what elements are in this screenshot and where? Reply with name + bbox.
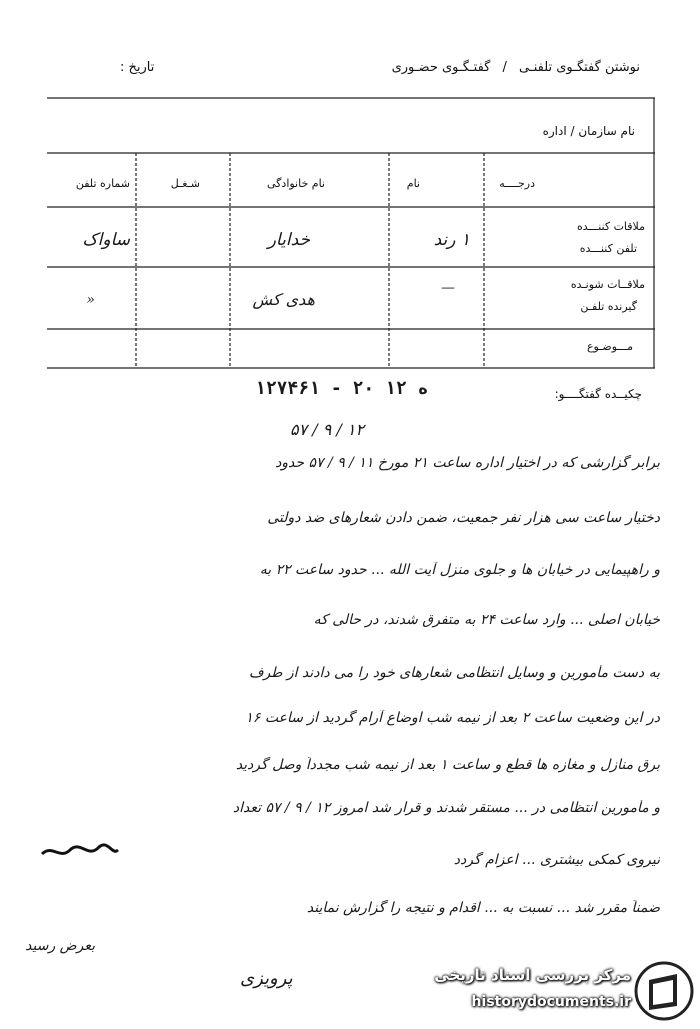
body-line: در این وضعیت ساعت ۲ بعد از نیمه شب اوضاع آرام گردید از ساعت ۱۶ <box>245 710 660 726</box>
summary-number: ۱۲۷۴۶۱ - ۲۰ ه ۱۲ <box>255 378 429 399</box>
watermark-title: مرکز بررسی اسناد تاریخی <box>434 966 631 984</box>
signature: پرویزی <box>240 968 293 989</box>
strike-scribble <box>40 842 120 862</box>
summary-date: ۱۲ / ۹ / ۵۷ <box>290 420 365 439</box>
title-inperson: گفتـگـوی حضـوری <box>391 60 491 75</box>
archive-watermark <box>415 960 697 1022</box>
visitor-name: خدایار <box>267 230 310 250</box>
body-line: ضمناً مقرر شد ... نسبت به ... اقدام و نتیجه را گزارش نمایند <box>306 900 660 916</box>
body-line: دختیار ساعت سی هزار نفر جمعیت، ضمن دادن شعارهای ضد دولتی <box>267 510 660 526</box>
body-line: و مأمورین انتظامی در ... مستقر شدند و قرار شد امروز ۱۲ / ۹ / ۵۷ تعداد <box>232 800 660 816</box>
visitor-job: ساواک <box>82 230 130 250</box>
visited-rank: — <box>441 280 455 296</box>
body-line: بعرض رسید <box>25 938 95 954</box>
title-phone: نوشتن گفتگـوی تلفنـی <box>519 60 640 75</box>
meeting-form <box>47 97 655 369</box>
body-line: برابر گزارشی که در اختیار اداره ساعت ۲۱ مورخ ۱۱ / ۹ / ۵۷ حدود <box>275 455 660 471</box>
visited-label-2: گیرنده تلفـن <box>580 300 637 313</box>
subject-label: مـــوضـوع <box>586 340 633 353</box>
archive-logo-icon <box>633 960 695 1022</box>
col-rank: درجــــه <box>499 177 535 190</box>
col-job: شـغـل <box>170 177 200 190</box>
visitor-rank: ۱ رند <box>433 230 470 250</box>
col-name: نام <box>406 177 420 190</box>
form-header-title <box>392 60 640 75</box>
body-line: خیابان اصلی ... وارد ساعت ۲۴ به متفرق شدند، در حالی که <box>313 612 660 628</box>
visited-job: « <box>86 292 95 308</box>
watermark-url: historydocuments.ir <box>471 994 631 1010</box>
body-line: برق منازل و مغازه ها قطع و ساعت ۱ بعد از نیمه شب مجدداً وصل گردید <box>235 757 660 773</box>
col-phone: شماره تلفن <box>75 177 130 190</box>
visited-label-1: ملاقــات شونـده <box>570 278 645 291</box>
summary-label: چکیــده گفتگــــو: <box>554 387 642 401</box>
title-separator: / <box>502 60 507 75</box>
org-label: نام سازمان / اداره <box>542 124 635 138</box>
body-line: نیروی کمکی بیشتری ... اعزام گردد <box>453 852 660 868</box>
visited-name: هدی کش <box>252 290 315 309</box>
body-line: به دست مأمورین و وسایل انتظامی شعارهای خود را می دادند از طرف <box>249 665 660 681</box>
date-label: تاریخ : <box>120 60 155 75</box>
visitor-label-1: ملاقات کننـــده <box>577 220 645 233</box>
col-family: نام خانوادگی <box>267 177 325 190</box>
body-line: و راهپیمایی در خیابان ها و جلوی منزل آیت الله ... حدود ساعت ۲۲ به <box>259 562 660 578</box>
visitor-label-2: تلفن کننـــده <box>579 242 637 255</box>
